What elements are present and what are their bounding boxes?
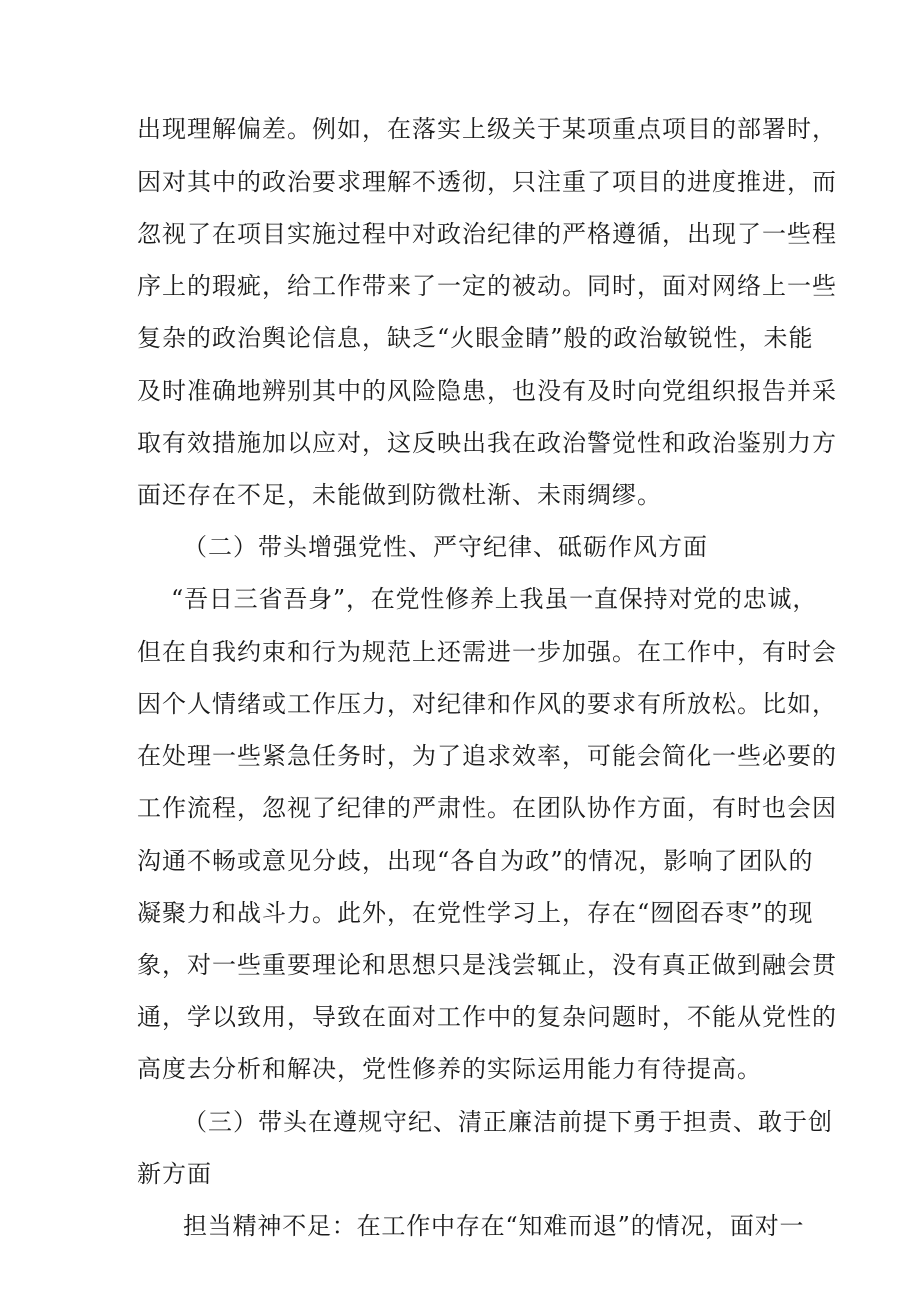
section-heading: （三）带头在遵规守纪、清正廉洁前提下勇于担责、敢于创 bbox=[183, 1108, 833, 1136]
body-text-line: 凝聚力和战斗力。此外，在党性学习上，存在“囫囵吞枣”的现 bbox=[137, 899, 814, 927]
body-text-line: 沟通不畅或意见分歧，出现“各自为政”的情况，影响了团队的 bbox=[137, 847, 814, 875]
body-text-line: 因个人情绪或工作压力，对纪律和作风的要求有所放松。比如， bbox=[137, 690, 837, 718]
body-text-line: 面还存在不足，未能做到防微杜渐、未雨绸缪。 bbox=[137, 481, 662, 509]
body-text-line: 担当精神不足：在工作中存在“知难而退”的情况，面对一 bbox=[183, 1212, 805, 1240]
body-text-line: 因对其中的政治要求理解不透彻，只注重了项目的进度推进，而 bbox=[137, 168, 837, 196]
body-text-line: 在处理一些紧急任务时，为了追求效率，可能会简化一些必要的 bbox=[137, 742, 837, 770]
body-text-line: 复杂的政治舆论信息，缺乏“火眼金睛”般的政治敏锐性，未能 bbox=[137, 324, 814, 352]
body-text-line: 序上的瑕疵，给工作带来了一定的被动。同时，面对网络上一些 bbox=[137, 272, 837, 300]
body-text-line: 通，学以致用，导致在面对工作中的复杂问题时，不能从党性的 bbox=[137, 1003, 837, 1031]
body-text-line: 及时准确地辨别其中的风险隐患，也没有及时向党组织报告并采 bbox=[137, 377, 837, 405]
body-text-line: 忽视了在项目实施过程中对政治纪律的严格遵循，出现了一些程 bbox=[137, 220, 837, 248]
body-text-line: 出现理解偏差。例如，在落实上级关于某项重点项目的部署时， bbox=[137, 115, 837, 143]
body-text-line: 象，对一些重要理论和思想只是浅尝辄止，没有真正做到融会贯 bbox=[137, 951, 837, 979]
body-text-line: “吾日三省吾身”，在党性修养上我虽一直保持对党的忠诚， bbox=[171, 585, 818, 613]
body-text-line: 但在自我约束和行为规范上还需进一步加强。在工作中，有时会 bbox=[137, 638, 837, 666]
section-heading: （二）带头增强党性、严守纪律、砥砺作风方面 bbox=[183, 533, 708, 561]
body-text-line: 工作流程，忽视了纪律的严肃性。在团队协作方面，有时也会因 bbox=[137, 794, 837, 822]
body-text-line: 取有效措施加以应对，这反映出我在政治警觉性和政治鉴别力方 bbox=[137, 429, 837, 457]
section-heading-continuation: 新方面 bbox=[137, 1160, 212, 1188]
body-text-line: 高度去分析和解决，党性修养的实际运用能力有待提高。 bbox=[137, 1055, 762, 1083]
